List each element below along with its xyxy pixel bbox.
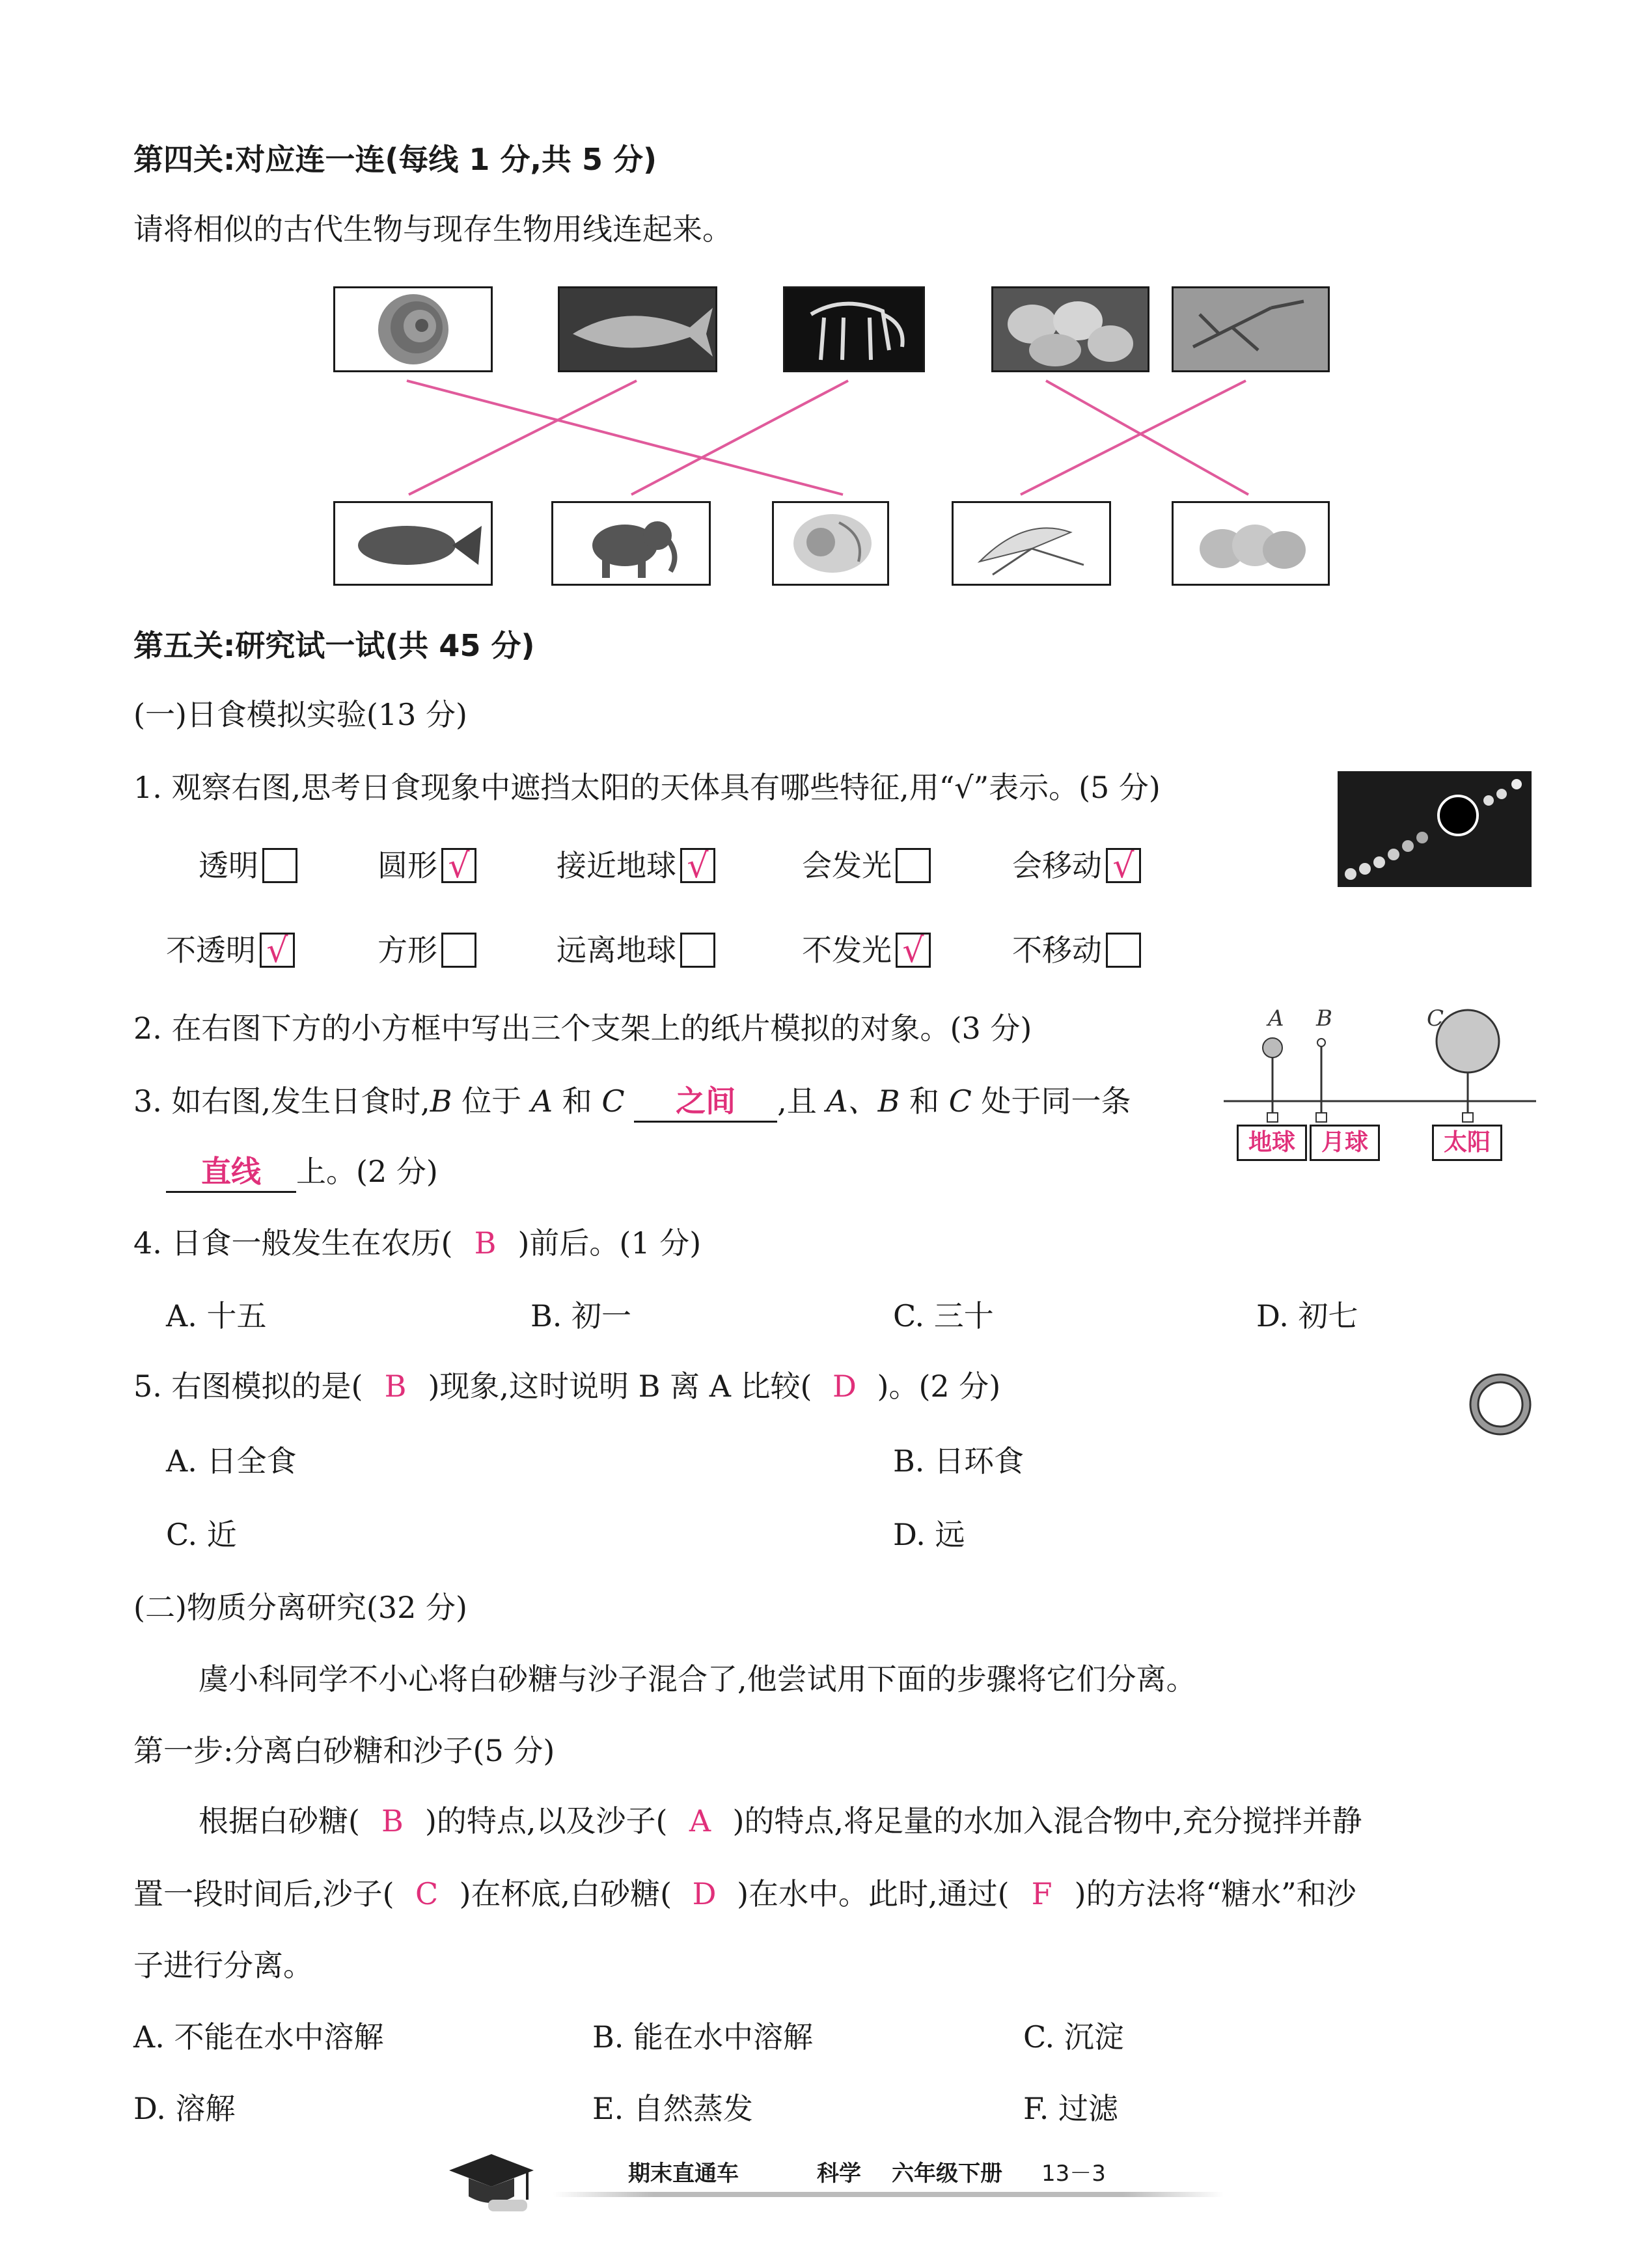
label-b: B — [1316, 1005, 1332, 1032]
section4-title: 第四关:对应连一连(每线 1 分,共 5 分) — [133, 142, 657, 177]
checkbox[interactable]: √ — [260, 933, 295, 968]
checkbox[interactable]: √ — [1106, 848, 1141, 883]
carp-image[interactable] — [333, 501, 493, 586]
q5-text: 5. 右图模拟的是( B )现象,这时说明 B 离 A 比较( D )。(2 分) — [133, 1367, 1000, 1406]
nautilus-shell-image[interactable] — [772, 501, 889, 586]
part2-title: (二)物质分离研究(32 分) — [133, 1590, 467, 1625]
checkbox[interactable] — [680, 933, 715, 968]
checkbox[interactable] — [1106, 933, 1141, 968]
eggs-image[interactable] — [1172, 501, 1330, 586]
q5-option-d[interactable]: D. 远 — [893, 1517, 965, 1552]
step1-answer-4[interactable]: D — [692, 1876, 717, 1911]
footer-title: 期末直通车 — [628, 2161, 739, 2187]
step1-option-a[interactable]: A. 不能在水中溶解 — [133, 2019, 384, 2055]
q1-option-emits-light[interactable]: 会发光 — [802, 846, 931, 886]
step1-answer-3[interactable]: C — [415, 1876, 439, 1911]
elephant-image[interactable] — [551, 501, 711, 586]
step1-option-f[interactable]: F. 过滤 — [1023, 2091, 1118, 2126]
crane-image[interactable] — [952, 501, 1111, 586]
checkbox[interactable] — [896, 848, 931, 883]
checkbox[interactable]: √ — [896, 933, 931, 968]
step1-answer-5[interactable]: F — [1031, 1876, 1052, 1911]
step1-line3: 子进行分离。 — [133, 1948, 313, 1983]
q1-text: 1. 观察右图,思考日食现象中遮挡太阳的天体具有哪些特征,用“√”表示。(5 分) — [133, 770, 1161, 805]
step1-answer-1[interactable]: B — [381, 1803, 404, 1838]
graduation-cap-icon — [443, 2144, 540, 2216]
q5-option-b[interactable]: B. 日环食 — [893, 1443, 1025, 1479]
q1-option-far-earth[interactable]: 远离地球 — [557, 931, 715, 970]
q3-line2: 直线 上。(2 分) — [166, 1152, 438, 1193]
part2-intro: 虞小科同学不小心将白砂糖与沙子混合了,他尝试用下面的步骤将它们分离。 — [199, 1661, 1196, 1697]
q3-answer-between[interactable]: 之间 — [634, 1082, 777, 1123]
step1-title: 第一步:分离白砂糖和沙子(5 分) — [133, 1733, 555, 1768]
checkbox[interactable] — [262, 848, 297, 883]
q4-answer[interactable]: B — [474, 1225, 497, 1261]
q1-option-opaque[interactable]: 不透明 √ — [166, 931, 295, 970]
checkbox[interactable]: √ — [441, 848, 476, 883]
q5-answer-2[interactable]: D — [832, 1369, 857, 1404]
q3-line1: 3. 如右图,发生日食时,B 位于 A 和 C 之间 ,且 A、B 和 C 处于同一条 — [133, 1082, 1131, 1123]
footer-grade: 六年级下册 — [892, 2161, 1002, 2187]
tag-moon: 月球 — [1310, 1125, 1380, 1161]
step1-option-e[interactable]: E. 自然蒸发 — [592, 2091, 753, 2126]
q4-option-d[interactable]: D. 初七 — [1256, 1298, 1358, 1333]
eclipse-sequence-photo — [1338, 771, 1532, 887]
step1-line2: 置一段时间后,沙子( C )在杯底,白砂糖( D )在水中。此时,通过( F )的方法将“糖水”和沙 — [133, 1874, 1356, 1913]
q4-text: 4. 日食一般发生在农历( B )前后。(1 分) — [133, 1223, 701, 1263]
checkbox[interactable] — [441, 933, 476, 968]
q4-option-a[interactable]: A. 十五 — [166, 1298, 267, 1333]
q1-option-no-light[interactable]: 不发光 √ — [802, 931, 931, 970]
q1-option-no-move[interactable]: 不移动 — [1012, 931, 1141, 970]
q5-answer-1[interactable]: B — [384, 1369, 407, 1404]
step1-answer-2[interactable]: A — [689, 1803, 711, 1838]
q5-option-a[interactable]: A. 日全食 — [166, 1443, 297, 1479]
q2-text: 2. 在右图下方的小方框中写出三个支架上的纸片模拟的对象。(3 分) — [133, 1011, 1032, 1046]
tag-earth: 地球 — [1237, 1125, 1307, 1161]
q1-option-near-earth[interactable]: 接近地球 √ — [557, 846, 715, 886]
page-number: 13－3 — [1041, 2161, 1106, 2187]
label-a: A — [1268, 1005, 1284, 1032]
q4-option-c[interactable]: C. 三十 — [893, 1298, 994, 1333]
step1-option-d[interactable]: D. 溶解 — [133, 2091, 236, 2126]
section4-instruction: 请将相似的古代生物与现存生物用线连起来。 — [133, 212, 732, 247]
step1-option-b[interactable]: B. 能在水中溶解 — [592, 2019, 814, 2055]
q5-option-c[interactable]: C. 近 — [166, 1517, 237, 1552]
part1-title: (一)日食模拟实验(13 分) — [133, 697, 467, 732]
checkbox[interactable]: √ — [680, 848, 715, 883]
step1-option-c[interactable]: C. 沉淀 — [1023, 2019, 1124, 2055]
section5-title: 第五关:研究试一试(共 45 分) — [133, 628, 535, 663]
step1-line1: 根据白砂糖( B )的特点,以及沙子( A )的特点,将足量的水加入混合物中,充分搅拌并静 — [199, 1801, 1362, 1840]
q1-option-square[interactable]: 方形 — [378, 931, 476, 970]
footer-subject: 科学 — [817, 2161, 861, 2187]
tag-sun: 太阳 — [1432, 1125, 1502, 1161]
eclipse-model-figure — [1224, 1005, 1536, 1165]
q1-option-transparent[interactable]: 透明 — [199, 846, 297, 886]
q4-option-b[interactable]: B. 初一 — [530, 1298, 632, 1333]
label-c: C — [1427, 1005, 1444, 1032]
q3-answer-line[interactable]: 直线 — [166, 1152, 296, 1193]
footer-divider — [553, 2192, 1224, 2197]
q1-option-moves[interactable]: 会移动 √ — [1012, 846, 1141, 886]
annular-eclipse-icon — [1468, 1372, 1533, 1437]
q1-option-round[interactable]: 圆形 √ — [378, 846, 476, 886]
